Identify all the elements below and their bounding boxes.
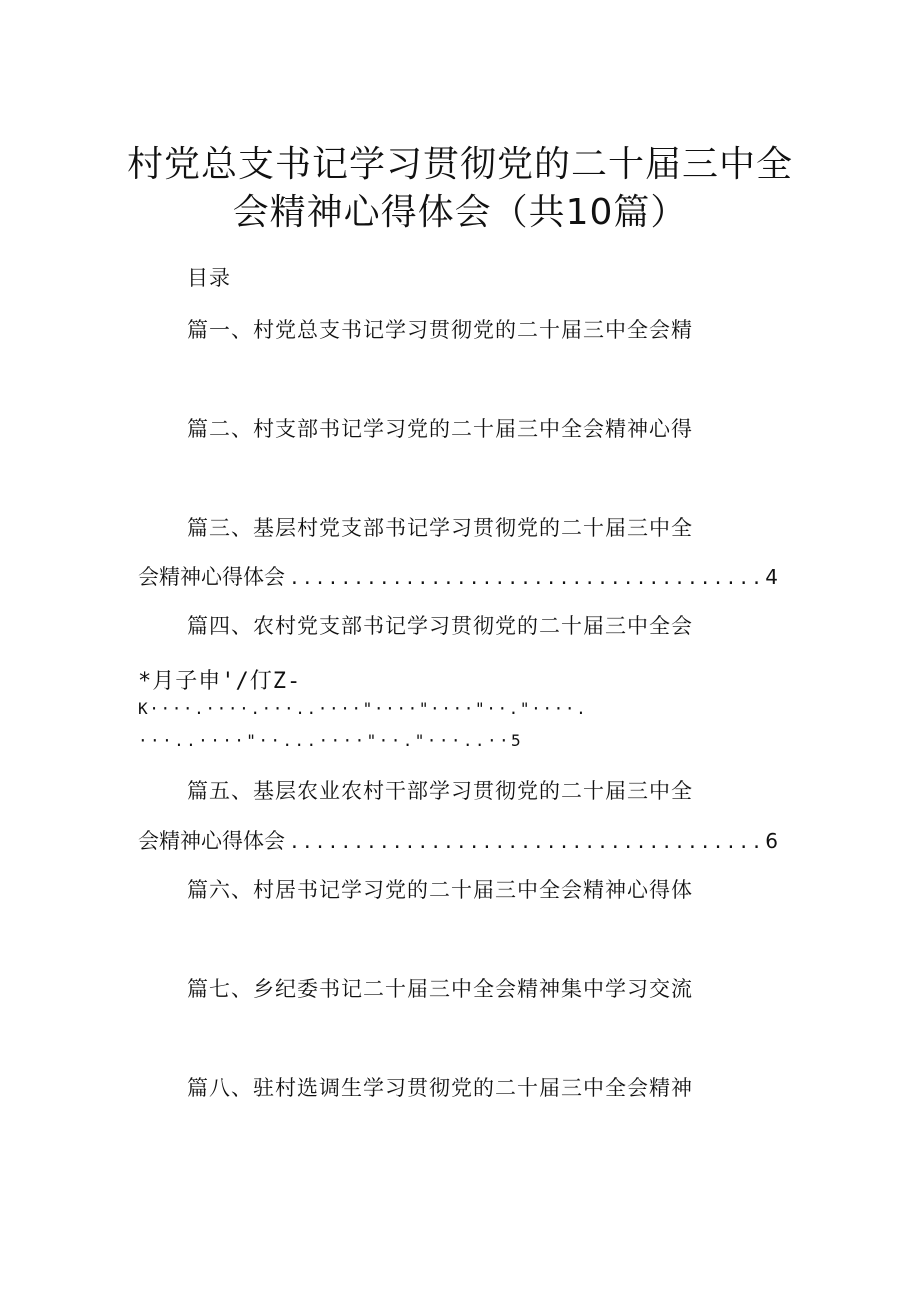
toc-entry-5-page: 6	[765, 829, 778, 853]
toc-entry-5[interactable]: 篇五、基层农业农村干部学习贯彻党的二十届三中全	[187, 779, 693, 803]
dot-leader	[289, 832, 761, 853]
toc-entry-2[interactable]: 篇二、村支部书记学习党的二十届三中全会精神心得	[187, 417, 693, 441]
toc-entry-3[interactable]: 篇三、基层村党支部书记学习贯彻党的二十届三中全	[187, 516, 693, 540]
toc-entry-4-garbled-2: K····.····.···..····"····"····"··."····.	[138, 699, 588, 718]
document-title-line-2: 会精神心得体会（共10篇）	[232, 192, 688, 233]
toc-entry-7[interactable]: 篇七、乡纪委书记二十届三中全会精神集中学习交流	[187, 977, 693, 1001]
toc-entry-6[interactable]: 篇六、村居书记学习党的二十届三中全会精神心得体	[187, 878, 693, 902]
document-title-line-1: 村党总支书记学习贯彻党的二十届三中全	[126, 144, 793, 185]
toc-entry-5-continuation: 会精神心得体会	[138, 829, 285, 853]
toc-entry-8[interactable]: 篇八、驻村选调生学习贯彻党的二十届三中全会精神	[187, 1076, 693, 1100]
toc-entry-5-leader[interactable]	[138, 825, 778, 855]
toc-entry-3-page: 4	[765, 565, 778, 589]
toc-entry-3-continuation: 会精神心得体会	[138, 565, 285, 589]
dot-leader	[289, 568, 761, 589]
toc-entry-4-garbled-1: *月子申'/仃Z-	[138, 669, 302, 694]
toc-entry-4-garbled-3: ···..····"··...····"··."···..··5	[138, 731, 524, 750]
toc-entry-4[interactable]: 篇四、农村党支部书记学习贯彻党的二十届三中全会	[187, 614, 693, 638]
toc-entry-3-leader[interactable]	[138, 561, 778, 591]
toc-heading: 目录	[187, 266, 231, 290]
toc-entry-1[interactable]: 篇一、村党总支书记学习贯彻党的二十届三中全会精	[187, 318, 693, 342]
